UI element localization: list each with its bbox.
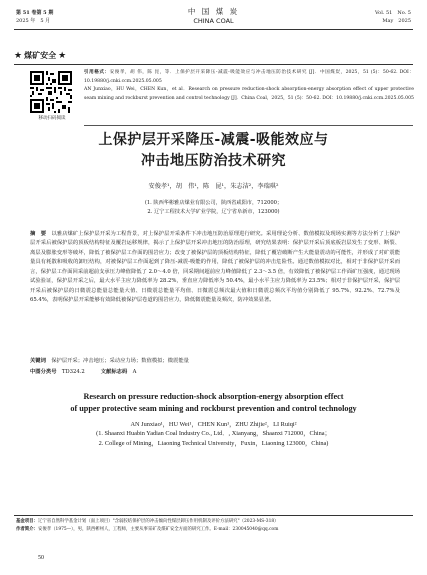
fund-label: 基金项目： (16, 519, 38, 524)
clc-value: TD324.2 (61, 369, 85, 375)
volume-issue: 第 51 卷第 5 期 (16, 10, 54, 16)
paper-title-cn (0, 130, 427, 172)
keywords-text: 保护层开采；冲击地压；采动应力场；数值模拟；微震能量 (51, 358, 189, 364)
citation-label: 引用格式： (84, 70, 110, 75)
author-bio-label: 作者简介： (16, 527, 38, 532)
abstract-text: 以雅店煤矿上保护层开采为工程背景，对上保护层开采条件下冲击地压防治原理进行研究。采用理论分析、数值模拟及现场实测等方法分析了上保护层开采后被保护层的顶板结构特征及覆岩运移规律，揭示了上保护层开采冲击地压的防治原理，研究结果表明：保护层开采后顶底板岩层发生了变形、断裂、离层及膨胀变形等破坏，降低了被保护层工作面的围岩应力；改变了被保护层的顶板结构特征，降低了覆岩破断产生大能量震动的可能性，并形成了对矿震能量具有耗散和吸收的卸压结构，对被保护层工作面起到了降压-减震-吸能的作用，降低了被保护层的冲击危险性。通过数值模拟对比，相对于非保护层开采而言，保护层工作面回采前超前支承压力峰值降低了 2.0～4.0 倍，回采期间超前应力峰值降低了 2.3～3.5 倍，有效降低了被保护层工作面矿压强度，通过现场试验验证，保护层开采之后，最大水平主应力降低率为 28.2%，垂直应力降低率为 50.4%，最小水平主应力降低率为 23.5%；相对于非保护层开采，保护层开采后被保护层的日微震总能量总能量大值、日微震总能量平均值、日微震总频次最大值和日微震总频次平均值分别降低了 95.7%、92.2%、72.7%及 65.4%，表明保护层开采能够有效降低被保护层卷道的围岩应力，降低微震能量及频次，防冲效果显著。 (30, 231, 400, 304)
footnote (16, 518, 414, 534)
classification-line (30, 367, 136, 375)
title-cn-line2: 冲击地压防治技术研究 (141, 153, 286, 169)
citation-divider (84, 125, 413, 126)
abstract-cn (30, 230, 400, 306)
column-tag (14, 50, 66, 61)
journal-masthead (0, 7, 427, 25)
abstract-label: 摘 要 (30, 231, 47, 237)
affiliation-en-2: 2. College of Mining，Liaoning Technical University，Fuxin，Liaoning 123000，China) (98, 440, 329, 447)
authors-en: AN Junxiao¹，HU Wei¹，CHEN Kun¹，ZHU Zhijie²，LI Ruiqi² (130, 421, 297, 428)
citation-block (84, 69, 414, 103)
title-cn-line1: 上保护层开采降压-减震-吸能效应与 (98, 132, 329, 148)
keywords-cn (30, 356, 400, 364)
star-icon: ★ (14, 50, 23, 61)
footnote-divider (14, 515, 413, 516)
doc-code-label: 文献标志码 (100, 369, 128, 375)
doc-code-value: A (132, 369, 137, 375)
affiliation-cn-1: (1. 陕西华彬雅店煤业有限公司，陕西省咸阳市，712000； (144, 200, 283, 206)
keywords-label: 关键词 (30, 358, 46, 364)
column-divider (14, 64, 413, 65)
journal-name-en: CHINA COAL (193, 17, 234, 25)
header-right (375, 9, 411, 25)
journal-name-cn: 中 国 煤 炭 (187, 7, 240, 16)
citation-cn: 安俊孝，胡 伟，陈 昆，等．上保护层开采降压-减震-吸能效应与冲击地压防治技术研究 [J]．中国煤炭，2025，51 (5)：50-62. DOI：10.19880/j.cnki.ccm.2025.05.005 (84, 70, 414, 84)
fund-text: 辽宁省自然科学基金计划（面上项目）"含弱胶结保护层的冲击倾向性煤层卸压作用机制及评价方法研究"（2023-MS-318） (37, 519, 279, 524)
qr-code-icon[interactable] (30, 71, 72, 113)
citation-en: AN Junxiao，HU Wei，CHEN Kun，et al．Research on pressure reduction-shock absorption-energy absorption effect of upper protective seam mining and rockburst prevention and control technology [J]．China Coal，2025，51 (5)：50-62. DOI：10.19880/j.cnki.ccm.2025.05.005 (84, 87, 414, 101)
author-bio-text: 安俊孝（1975—），男，陕西彬州人，工程师，主要从事采矿及煤矿安全方面的研究工作。E-mail：230045040@qq.com (37, 527, 279, 532)
affiliation-en-1: (1. Shaanxi Huabin Yadian Coal Industry Co., Ltd．, Xianyang，Shaanxi 712000，China； (96, 430, 331, 437)
header-divider (14, 29, 413, 30)
affiliations-en (0, 429, 427, 449)
affiliation-cn-2: 2. 辽宁工程技术大学矿业学院，辽宁省阜新市，123000) (147, 209, 280, 215)
page-number: 50 (38, 555, 44, 561)
title-en-line2: of upper protective seam mining and rockburst prevention and control technology (70, 404, 357, 413)
authors-cn: 安俊孝¹，胡 伟¹，陈 昆¹，朱志洁²，李瑞琪² (148, 183, 279, 190)
star-icon-tail: ★ (58, 50, 67, 61)
issue-date-en: May 2025 (382, 18, 411, 24)
title-en-line1: Research on pressure reduction-shock absorption-energy absorption effect (83, 392, 344, 401)
qr-caption: 移动扫码阅读 (38, 116, 66, 121)
affiliations-cn (0, 199, 427, 217)
volume-issue-en: Vol. 51 No. 5 (375, 10, 411, 16)
column-label: 煤矿安全 (24, 51, 57, 60)
paper-title-en (0, 391, 427, 415)
issue-date-cn: 2025 年 5 月 (16, 18, 51, 24)
clc-label: 中图分类号 (30, 369, 57, 375)
